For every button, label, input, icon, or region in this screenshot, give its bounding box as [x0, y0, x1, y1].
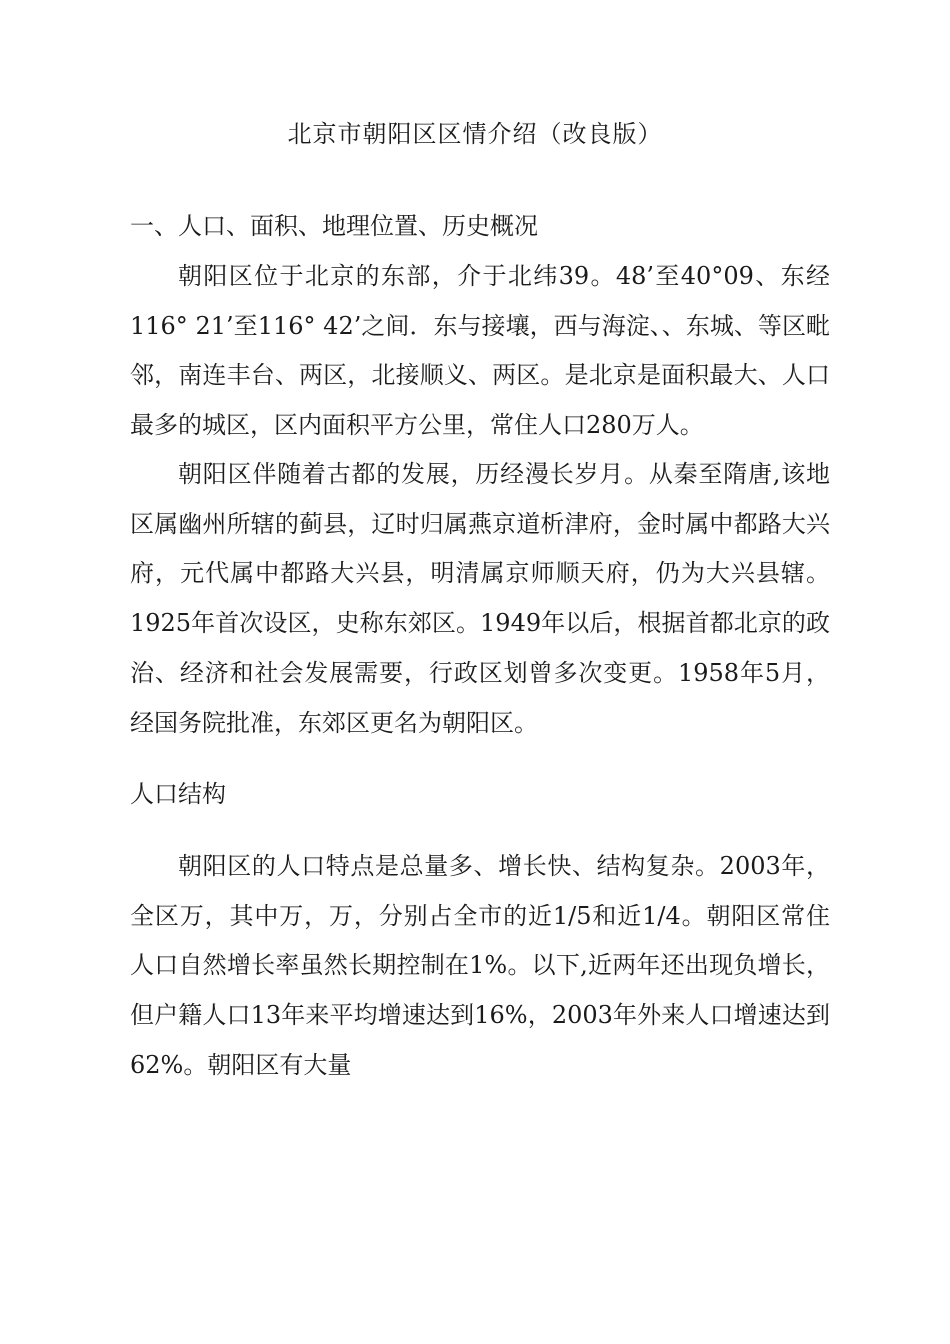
population-subheading: 人口结构 [130, 780, 226, 808]
section-heading: 一、人口、面积、地理位置、历史概况 [130, 212, 538, 240]
paragraph-history: 朝阳区伴随着古都的发展，历经漫长岁月。从秦至隋唐,该地区属幽州所辖的蓟县，辽时归属燕京道析津府，金时属中都路大兴府，元代属中都路大兴县，明清属京师顺天府，仍为大兴县辖。1925年首次设区，史称东郊区。1949年以后，根据首都北京的政治、经济和社会发展需要，行政区划曾多次变更。1958年5月，经国务院批准，东郊区更名为朝阳区。 [130, 460, 830, 737]
document-title: 北京市朝阳区区情介绍（改良版） [287, 120, 663, 148]
paragraph-population: 朝阳区的人口特点是总量多、增长快、结构复杂。2003年，全区万，其中万，万，分别占全市的近1/5和近1/4。朝阳区常住人口自然增长率虽然长期控制在1%。以下,近两年还出现负增长，但户籍人口13年来平均增速达到16%，2003年外来人口增速达到62%。朝阳区有大量 [130, 852, 830, 1079]
paragraph-location: 朝阳区位于北京的东部，介于北纬39。48’至40°09、东经116° 21’至116° 42’之间．东与接壤，西与海淀、、东城、等区毗邻，南连丰台、两区，北接顺义、两区。是北京是面积最大、人口最多的城区，区内面积平方公里，常住人口280万人。 [130, 262, 830, 440]
